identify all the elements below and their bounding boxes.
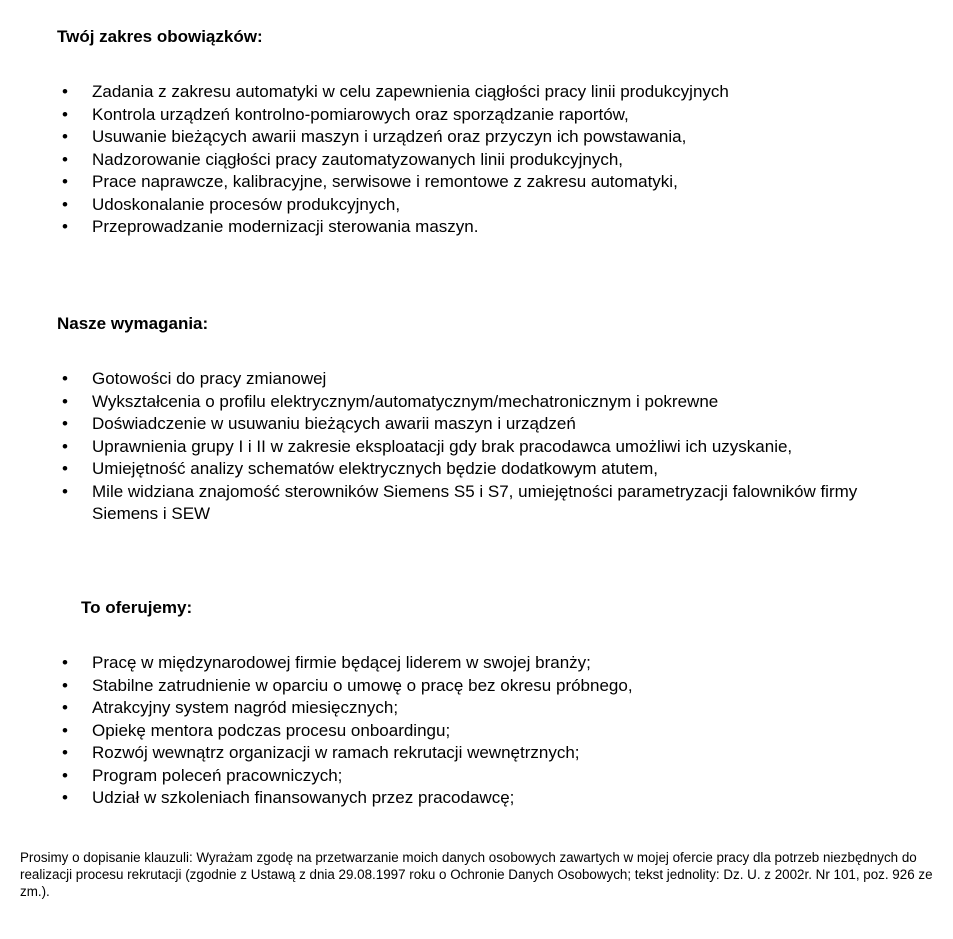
list-item-text: Usuwanie bieżących awarii maszyn i urządzeń oraz przyczyn ich powstawania,	[92, 127, 687, 146]
list-item	[58, 413, 922, 436]
list-item-text: Opiekę mentora podczas procesu onboardingu;	[92, 720, 451, 740]
list-item-text: Gotowości do pracy zmianowej	[92, 369, 327, 388]
bullet-icon: •	[62, 698, 68, 717]
list-item-text: Stabilne zatrudnienie w oparciu o umowę o pracę bez okresu próbnego,	[92, 675, 633, 695]
offer-list	[58, 652, 633, 810]
list-item-text: Prace naprawcze, kalibracyjne, serwisowe i remontowe z zakresu automatyki,	[92, 172, 678, 191]
bullet-icon: •	[62, 127, 68, 146]
list-item-text: Pracę w międzynarodowej firmie będącej liderem w swojej branży;	[92, 653, 591, 672]
bullet-icon: •	[62, 788, 68, 807]
bullet-icon: •	[62, 653, 68, 672]
list-item	[58, 391, 922, 414]
bullet-icon: •	[62, 459, 68, 478]
list-item	[58, 458, 922, 481]
bullet-icon: •	[62, 720, 68, 740]
list-item	[58, 81, 729, 104]
bullet-icon: •	[62, 149, 68, 169]
list-item-text: Udział w szkoleniach finansowanych przez pracodawcę;	[92, 788, 515, 807]
bullet-icon: •	[62, 369, 68, 388]
list-item	[58, 787, 633, 810]
list-item	[58, 675, 633, 698]
list-item-text: Wykształcenia o profilu elektrycznym/automatycznym/mechatronicznym i pokrewne	[92, 391, 719, 411]
list-item-text: Rozwój wewnątrz organizacji w ramach rekrutacji wewnętrznych;	[92, 743, 580, 762]
list-item	[58, 104, 729, 127]
list-item	[58, 652, 633, 675]
list-item	[58, 216, 729, 239]
list-item	[58, 742, 633, 765]
list-item	[58, 720, 633, 743]
list-item	[58, 697, 633, 720]
duties-list	[58, 81, 729, 239]
list-item-text: Nadzorowanie ciągłości pracy zautomatyzowanych linii produkcyjnych,	[92, 149, 624, 169]
list-item	[58, 765, 633, 788]
list-item	[58, 368, 922, 391]
offer-heading: To oferujemy:	[81, 598, 193, 617]
bullet-icon: •	[62, 436, 68, 456]
requirements-heading: Nasze wymagania:	[57, 314, 209, 333]
list-item-text: Uprawnienia grupy I i II w zakresie eksploatacji gdy brak pracodawca umożliwi ich uzyskanie,	[92, 436, 793, 456]
list-item-text: Umiejętność analizy schematów elektrycznych będzie dodatkowym atutem,	[92, 459, 658, 478]
list-item-text: Atrakcyjny system nagród miesięcznych;	[92, 698, 399, 717]
bullet-icon: •	[62, 765, 68, 785]
bullet-icon: •	[62, 675, 68, 695]
list-item-text: Przeprowadzanie modernizacji sterowania maszyn.	[92, 217, 479, 236]
consent-clause: Prosimy o dopisanie klauzuli: Wyrażam zgodę na przetwarzanie moich danych osobowych zawartych w mojej ofercie pracy dla potrzeb niezbędnych do realizacji procesu rekrutacji (zgodnie z Ustawą z dnia 29.08.1997 roku o Ochronie Danych Osobowych; tekst jednolity: Dz. U. z 2002r. Nr 101, poz. 926 ze zm.).	[20, 850, 933, 899]
requirements-list	[58, 368, 922, 526]
list-item	[58, 171, 729, 194]
bullet-icon: •	[62, 414, 68, 433]
bullet-icon: •	[62, 82, 68, 101]
list-item-text: Udoskonalanie procesów produkcyjnych,	[92, 194, 401, 214]
list-item	[58, 436, 922, 459]
list-item-text: Doświadczenie w usuwaniu bieżących awarii maszyn i urządzeń	[92, 414, 576, 433]
list-item	[58, 126, 729, 149]
bullet-icon: •	[62, 481, 68, 501]
bullet-icon: •	[62, 391, 68, 411]
list-item-text: Kontrola urządzeń kontrolno-pomiarowych oraz sporządzanie raportów,	[92, 104, 629, 124]
bullet-icon: •	[62, 104, 68, 124]
list-item	[58, 149, 729, 172]
bullet-icon: •	[62, 194, 68, 214]
duties-heading: Twój zakres obowiązków:	[57, 27, 263, 46]
list-item	[58, 481, 922, 526]
list-item	[58, 194, 729, 217]
list-item-text: Mile widziana znajomość sterowników Siemens S5 i S7, umiejętności parametryzacji falowników firmy Siemens i SEW	[92, 481, 858, 523]
bullet-icon: •	[62, 217, 68, 236]
list-item-text: Program poleceń pracowniczych;	[92, 765, 343, 785]
bullet-icon: •	[62, 743, 68, 762]
bullet-icon: •	[62, 172, 68, 191]
list-item-text: Zadania z zakresu automatyki w celu zapewnienia ciągłości pracy linii produkcyjnych	[92, 82, 729, 101]
